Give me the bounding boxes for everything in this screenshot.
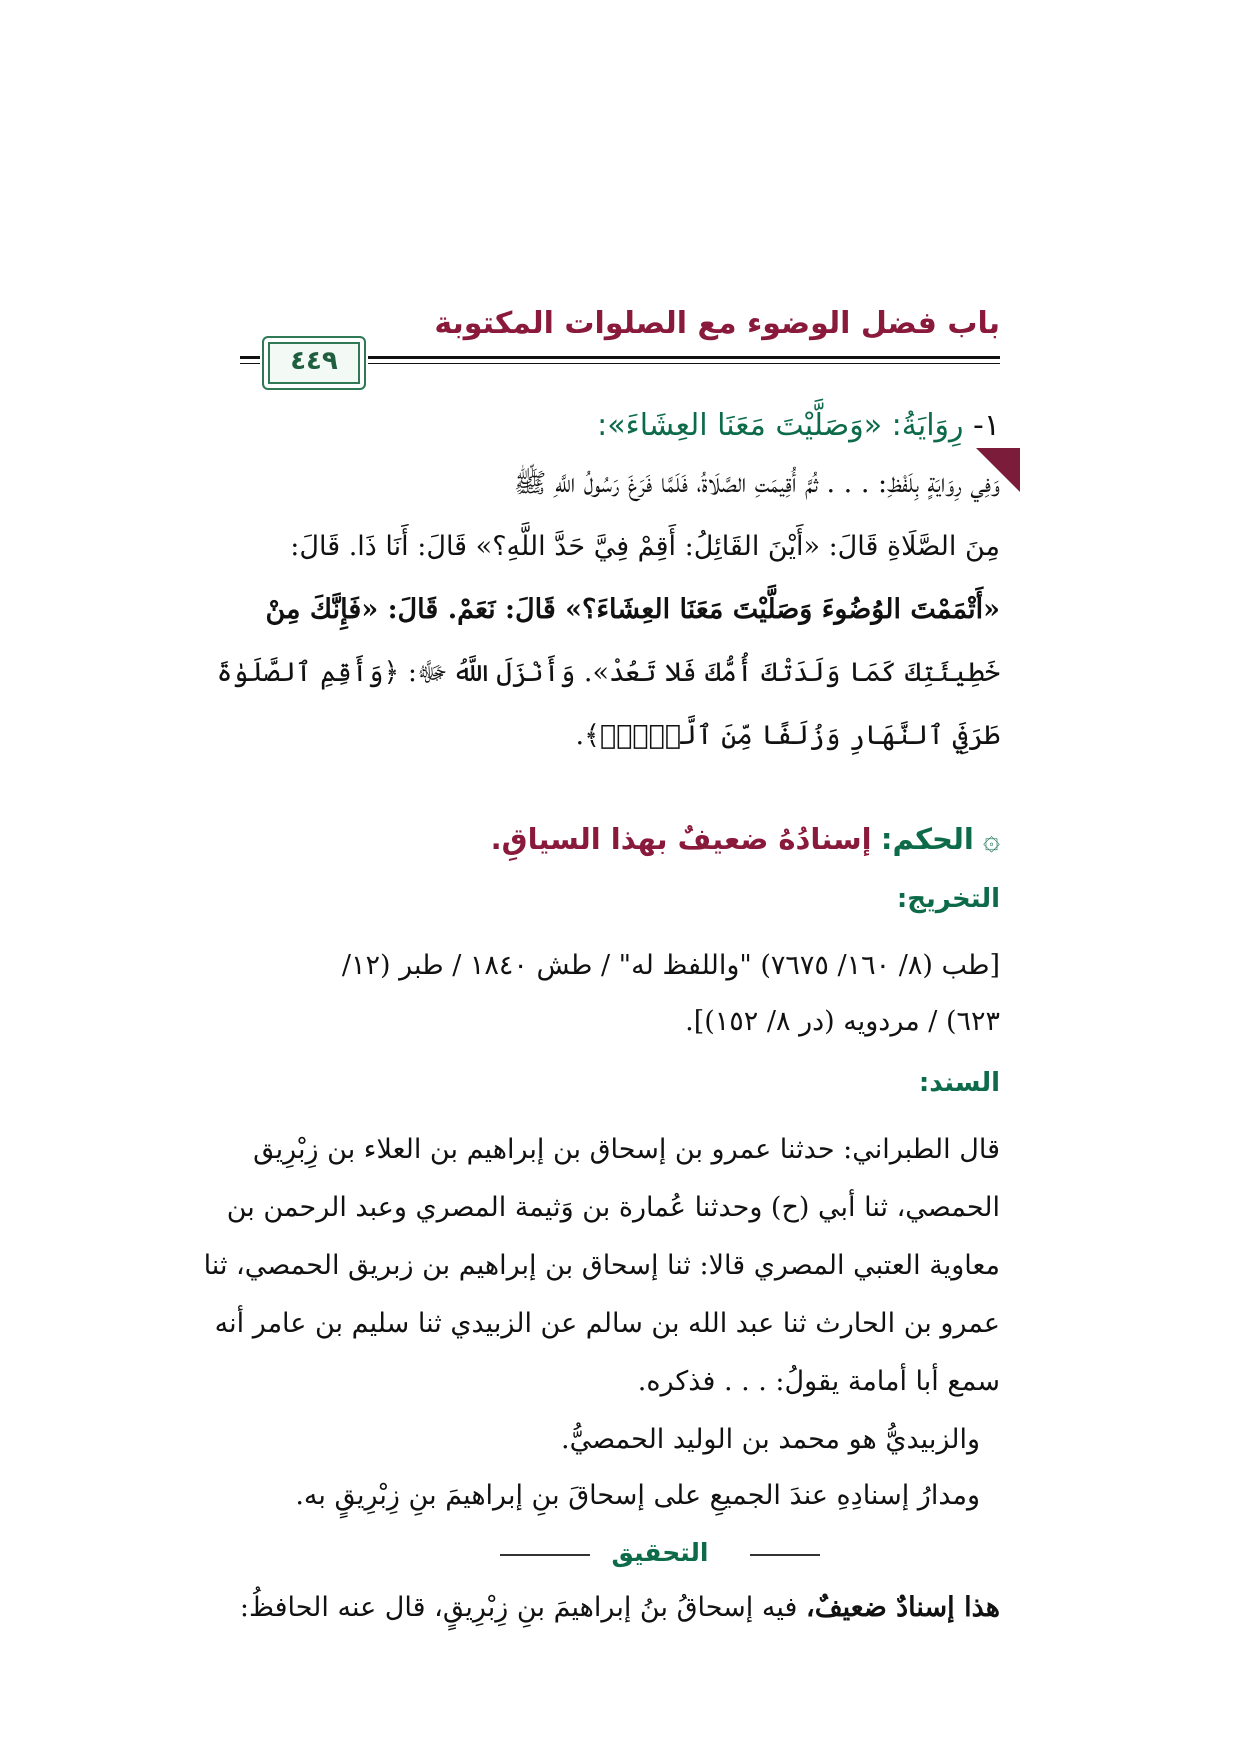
flower-ornament-icon: ۞ bbox=[983, 822, 1000, 856]
header-rule-right bbox=[368, 356, 1000, 359]
tahqiq-rest: فيه إسحاقُ بنُ إبراهيمَ بنِ زِبْرِيقٍ، قال عنه الحافظُ: bbox=[239, 1592, 806, 1623]
sanad-line: عمرو بن الحارث ثنا عبد الله بن سالم عن الزبيدي ثنا سليم بن عامر أنه bbox=[214, 1308, 1000, 1339]
hadith-line: مِنَ الصَّلَاةِ قَالَ: «أَيْنَ القَائِلُ: أَقِمْ فِيَّ حَدَّ اللَّهِ؟» قَالَ: أَنَا ذَا. قَالَ: bbox=[290, 531, 1000, 562]
sanad-note: والزبيديُّ هو محمد بن الوليد الحمصيُّ. bbox=[561, 1424, 980, 1455]
tahqiq-bold-lead: هذا إسنادٌ ضعيفٌ، bbox=[806, 1592, 1000, 1623]
ruling-label: الحكم: bbox=[880, 822, 974, 856]
tahqiq-divider bbox=[500, 1538, 820, 1568]
takhrij-heading: التخريج: bbox=[896, 884, 1000, 914]
section-number: ١- bbox=[973, 408, 1000, 443]
sanad-line: قال الطبراني: حدثنا عمرو بن إسحاق بن إبراهيم بن العلاء بن زِبْرِيق bbox=[253, 1134, 1000, 1165]
sanad-heading: السند: bbox=[918, 1068, 1000, 1098]
chapter-header-title: باب فضل الوضوء مع الصلوات المكتوبة bbox=[434, 306, 1000, 341]
sanad-line: معاوية العتبي المصري قالا: ثنا إسحاق بن إبراهيم بن زبريق الحمصي، ثنا bbox=[203, 1250, 1000, 1281]
page-number-badge bbox=[262, 336, 366, 390]
section-title bbox=[597, 408, 1000, 443]
tahqiq-line bbox=[240, 1592, 1000, 1624]
hadith-line: خَطِيئَتِكَ كَمَا وَلَدَتْكَ أُمُّكَ فَلا تَعُدْ». وَأَنْزَلَ اللَّهُ ﷻ: ﴿وَأَقِمِ ٱلصَّلَوٰةَ bbox=[216, 657, 1000, 688]
sanad-note: ومدارُ إسنادِهِ عندَ الجميعِ على إسحاقَ بنِ إبراهيمَ بنِ زِبْرِيقٍ به. bbox=[295, 1480, 980, 1511]
hadith-line: طَرَفَيِ ٱلنَّهَارِ وَزُلَفًا مِّنَ ٱلَّيۡلِۚ﴾. bbox=[575, 720, 1000, 751]
tahqiq-heading: التحقيق bbox=[611, 1538, 709, 1567]
page-number: ٤٤٩ bbox=[290, 346, 338, 376]
ruling bbox=[491, 822, 1000, 856]
hadith-line: «أَتْمَمْتَ الوُضُوءَ وَصَلَّيْتَ مَعَنَا العِشَاءَ؟» قَالَ: نَعَمْ. قَالَ: «فَإِنَّكَ مِنْ bbox=[265, 594, 1000, 625]
header-rule-left-thin bbox=[240, 363, 260, 364]
ruling-value: إسنادُهُ ضعيفٌ بهذا السياقِ. bbox=[490, 822, 872, 856]
hadith-line: وَفِي رِوَايَةٍ بِلَفْظِ: . . . ثُمَّ أُقِيمَتِ الصَّلَاةُ، فَلَمَّا فَرَغَ رَسُولُ اللَّهِ ﷺ bbox=[513, 468, 1000, 499]
header-rule-left bbox=[240, 356, 260, 359]
header-rule-right-thin bbox=[368, 363, 1000, 364]
section-title-text: رِوَايَةُ: «وَصَلَّيْتَ مَعَنَا العِشَاءَ»: bbox=[597, 408, 964, 443]
sanad-line: سمع أبا أمامة يقولُ: . . . فذكره. bbox=[637, 1366, 1000, 1397]
takhrij-line: ٦٢٣) / مردويه (در ٨/ ١٥٢)]. bbox=[685, 1006, 1000, 1037]
sanad-line: الحمصي، ثنا أبي (ح) وحدثنا عُمارة بن وَثيمة المصري وعبد الرحمن بن bbox=[226, 1192, 1000, 1223]
takhrij-line: [طب (٨/ ١٦٠/ ٧٦٧٥) "واللفظ له" / طش ١٨٤٠ / طبر (١٢/ bbox=[341, 950, 1000, 981]
